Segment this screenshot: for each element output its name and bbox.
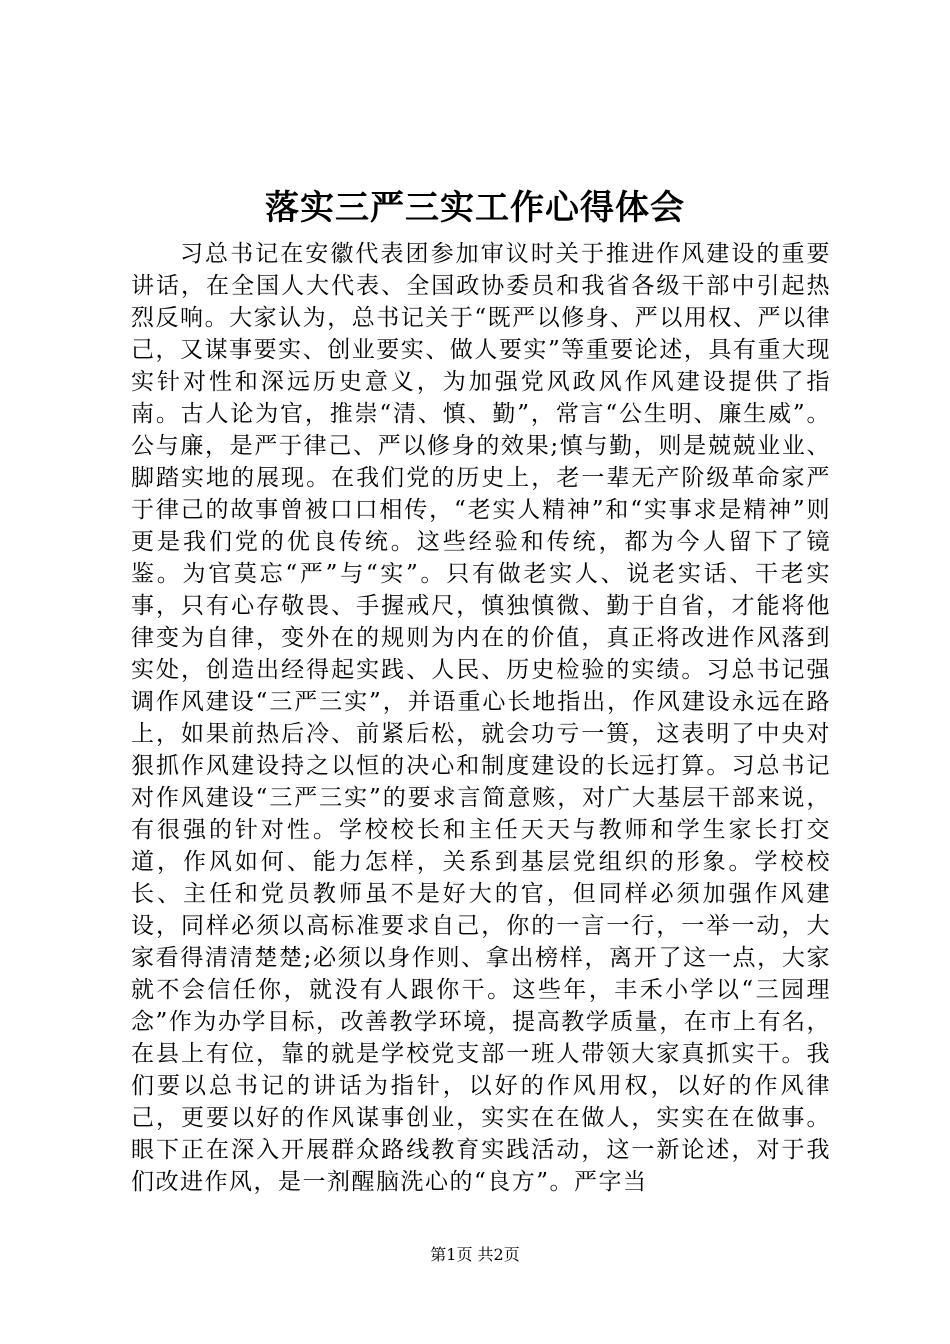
page-footer: 第1页 共2页: [430, 1245, 520, 1264]
document-title: 落实三严三实工作心得体会: [265, 188, 685, 228]
body-paragraph: 习总书记在安徽代表团参加审议时关于推进作风建设的重要讲话，在全国人大代表、全国政协委员和我省各级干部中引起热烈反响。大家认为，总书记关于“既严以修身、严以用权、严以律己，又谋事要实、创业要实、做人要实”等重要论述，具有重大现实针对性和深远历史意义，为加强党风政风作风建设提供了指南。古人论为官，推崇“清、慎、勤”，常言“公生明、廉生威”。公与廉，是严于律己、严以修身的效果;慎与勤，则是兢兢业业、脚踏实地的展现。在我们党的历史上，老一辈无产阶级革命家严于律己的故事曾被口口相传，“老实人精神”和“实事求是精神”则更是我们党的优良传统。这些经验和传统，都为今人留下了镜鉴。为官莫忘“严”与“实”。只有做老实人、说老实话、干老实事，只有心存敬畏、手握戒尺，慎独慎微、勤于自省，才能将他律变为自律，变外在的规则为内在的价值，真正将改进作风落到实处，创造出经得起实践、人民、历史检验的实绩。习总书记强调作风建设“三严三实”，并语重心长地指出，作风建设永远在路上，如果前热后冷、前紧后松，就会功亏一篑，这表明了中央对狠抓作风建设持之以恒的决心和制度建设的长远打算。习总书记对作风建设“三严三实”的要求言简意赅，对广大基层干部来说，有很强的针对性。学校校长和主任天天与教师和学生家长打交道，作风如何、能力怎样，关系到基层党组织的形象。学校校长、主任和党员教师虽不是好大的官，但同样必须加强作风建设，同样必须以高标准要求自己，你的一言一行，一举一动，大家看得清清楚楚;必须以身作则、拿出榜样，离开了这一点，大家就不会信任你，就没有人跟你干。这些年，丰禾小学以“三园理念”作为办学目标，改善教学环境，提高教学质量，在市上有名，在县上有位，靠的就是学校党支部一班人带领大家真抓实干。我们要以总书记的讲话为指针，以好的作风用权，以好的作风律己，更要以好的作风谋事创业，实实在在做人，实实在在做事。眼下正在深入开展群众路线教育实践活动，这一新论述，对于我们改进作风，是一剂醒脑洗心的“良方”。严字当: [131, 241, 831, 1195]
